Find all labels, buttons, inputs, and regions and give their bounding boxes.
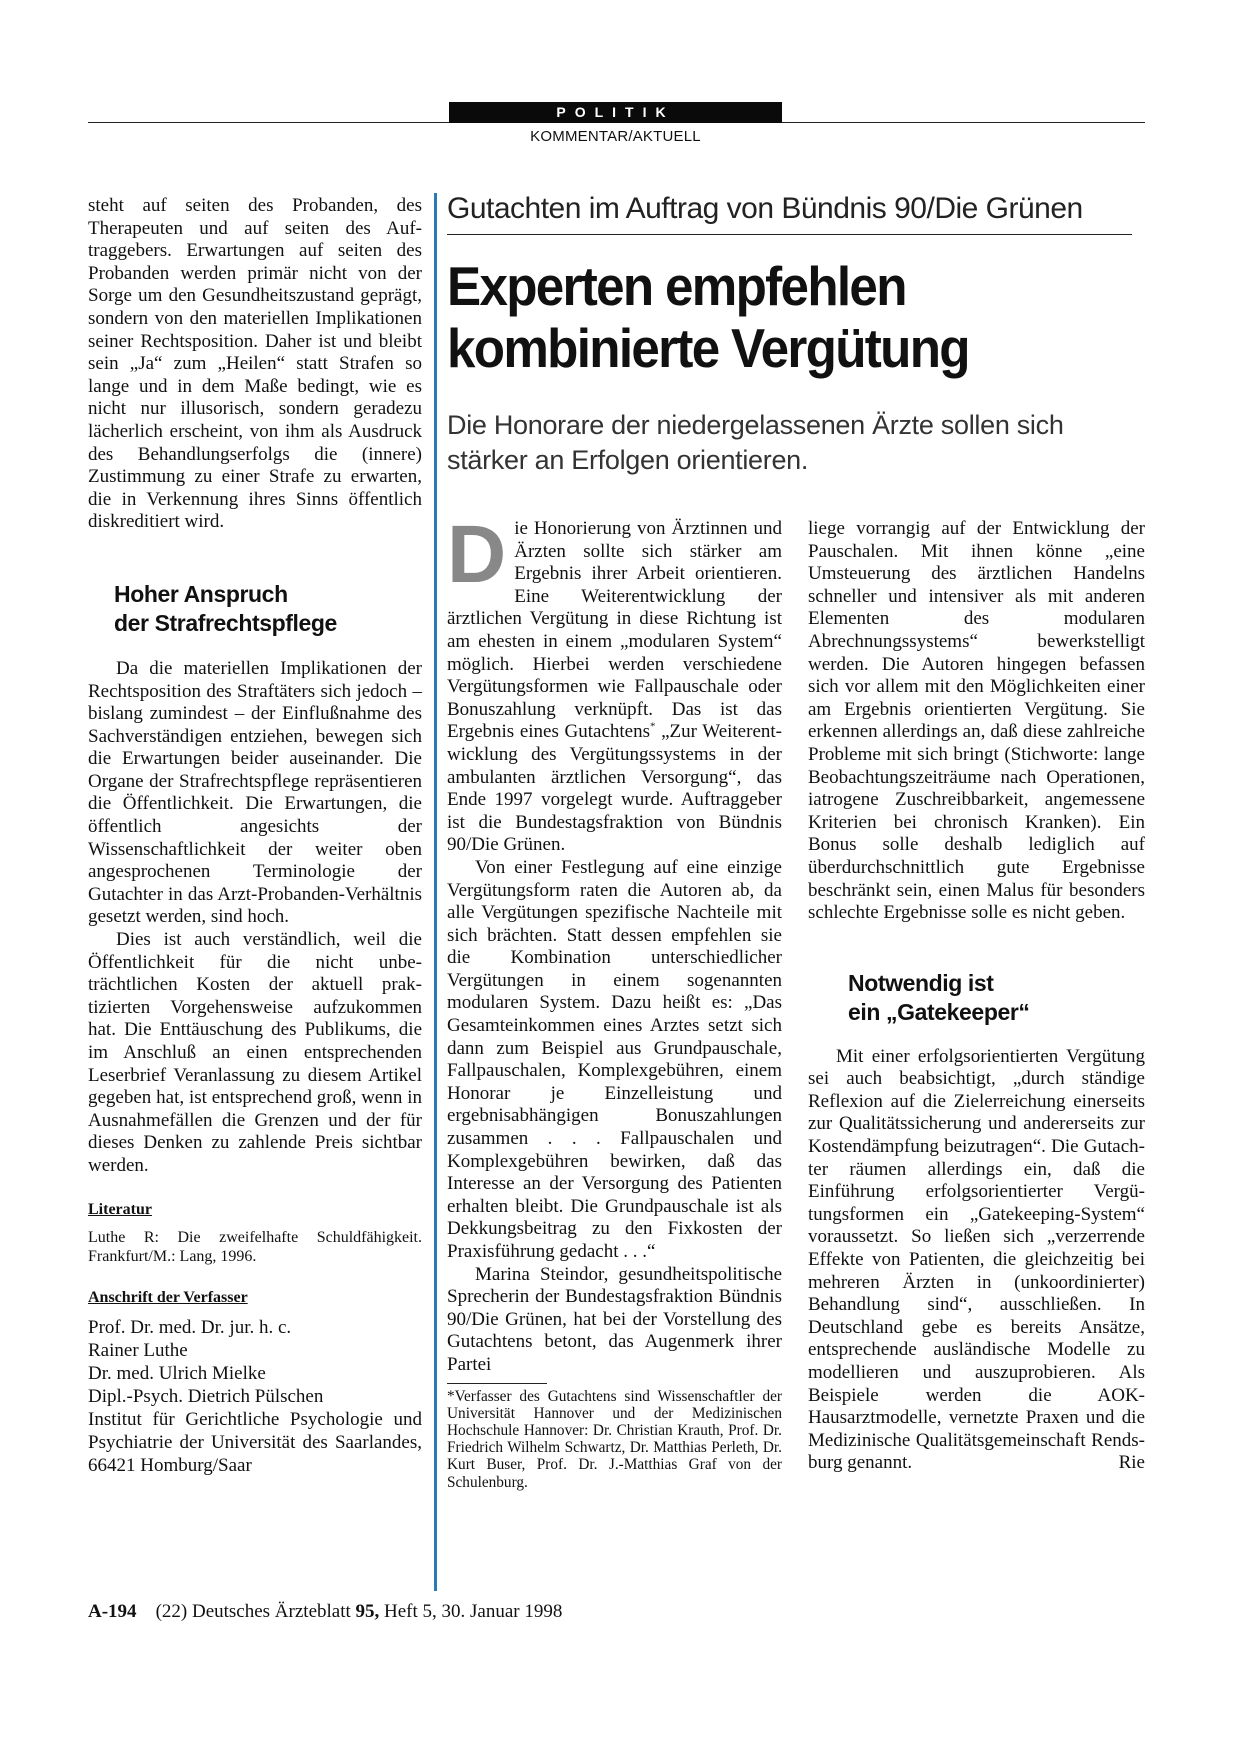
right-column	[808, 518, 1145, 1475]
left-paragraph-1: steht auf seiten des Probanden, des Therapeuten und auf seiten des Auftraggebers. Erwartungen auf seiten des Probanden werden primär nicht von der Sorge um den Gesundheitszustand geprägt, sondern von den materiellen Implikationen seiner Rechtsposition. Daher ist und bleibt sein „Ja“ zum „Heilen“ statt Strafen so lange und in dem Maße bedingt, wie es nicht nur illusorisch, sondern geradezu lächerlich erscheint, von ihm als Ausdruck des Behandlungserfolgs die (innere) Zustimmung zu einer Strafe zu erwarten, die in Verkennung ihres Sinns öffentlich diskreditiert wird.	[88, 195, 422, 533]
left-subhead-line-1: Hoher Anspruch	[114, 580, 288, 607]
left-column	[88, 195, 422, 1477]
middle-paragraph-1	[447, 509, 782, 857]
middle-paragraph-3: Marina Steindor, gesundheitspolitische Sprecherin der Bundestagsfraktion Bündnis 90/Die Grünen, hat bei der Vorstellung des Gutachtens betont, das Augenmerk ihrer Partei	[447, 1263, 782, 1375]
author-signature: Rie	[1118, 1452, 1145, 1474]
headline-line-2: kombinierte Vergütung	[447, 317, 969, 379]
kicker-rule	[447, 234, 1132, 235]
middle-paragraph-1b: „Zur Weiterentwicklung des Vergütungssystems in der ambulanten ärztlichen Versorgung“, das Ende 1997 vorgelegt wurde. Auftraggeber ist die Bundestagsfraktion von Bündnis 90/Die Grünen.	[447, 721, 782, 856]
left-paragraph-2: Da die materiellen Implikationen der Rechtsposition des Straftäters sich jedoch – bislang zumindest – der Einflußnahme des Sachverständigen entziehen, bewegen sich die Erwartungen beider auseinander. Die Organe der Strafrechtspflege repräsentieren die Öffentlichkeit. Die Erwartungen, die öffentlich angesichts der Wissenschaftlichkeit der weiter oben angesprochenen Terminologie der Gutachter in das Arzt-Probanden-Verhältnis gesetzt werden, sind hoch.	[88, 657, 422, 928]
section-label: POLITIK	[449, 102, 782, 123]
article-deck: Die Honorare der niedergelassenen Ärzte sollen sich stärker an Erfolgen orientieren.	[447, 410, 1064, 475]
left-subhead-line-2: der Strafrechtspflege	[114, 609, 337, 636]
left-subhead	[114, 580, 422, 638]
right-subhead	[848, 969, 1145, 1027]
subsection-label: KOMMENTAR/AKTUELL	[530, 128, 701, 145]
journal-issue-pre: (22) Deutsches Ärzteblatt	[155, 1601, 351, 1622]
article-kicker: Gutachten im Auftrag von Bündnis 90/Die Grünen	[447, 192, 1083, 225]
right-paragraph-2-text: Mit einer erfolgsorientierten Vergütung sei auch beabsichtigt, „durch ständige Reflexion auf die Zielerreichung einerseits zur Qualitätssicherung und andererseits zur Kostendämpfung beizutragen“. Die Gutachter räumen allerdings ein, daß die Einführung erfolgsorientierter Vergütungsformen ein „Gatekeeping-System“ voraussetzt. So ließen sich „verzerrende Effekte von Patienten, die gleichzeitig bei mehreren Ärzten in (unkoordinierter) Behandlung sind“, ausschließen. In Deutschland gebe es bereits Ansätze, entsprechende ausländische Modelle zu modellieren und auszuprobieren. Als Beispiele werden die AOK-Hausarztmodelle, vernetzte Praxen und die Medizinische Qualitätsgemeinschaft Rendsburg genannt.	[808, 1045, 1145, 1474]
right-subhead-line-2: ein „Gatekeeper“	[848, 998, 1030, 1025]
left-paragraph-3: Dies ist auch verständlich, weil die Öffentlichkeit für die nicht unbeträchtlichen Kosten der aktuell praktizierten Vorgehensweise aufzukommen hat. Die Enttäuschung des Publikums, die im Anschluß an einen entsprechenden Leserbrief Veranlassung zu diesem Artikel gegeben hat, ist entsprechend groß, wenn in Ausnahmefällen die Grenzen und der für dieses Denken zu zahlende Preis sichtbar werden.	[88, 929, 422, 1176]
headline-line-1: Experten empfehlen	[447, 255, 906, 317]
literature-heading: Literatur	[88, 1200, 152, 1218]
right-subhead-line-1: Notwendig ist	[848, 969, 994, 996]
middle-paragraph-1a: ie Honorierung von Ärztinnen und Ärzten sollte sich stärker am Ergebnis ihrer Arbeit orientieren. Eine Weiterentwicklung der ärztlichen Vergütung in diese Richtung ist am ehesten in einem „modularen System“ möglich. Hierbei werden verschiedene Vergütungsformen wie Fallpauschale oder Bonuszahlung verknüpft. Das ist das Ergebnis eines Gutachtens	[447, 518, 782, 743]
footnote: *Verfasser des Gutachtens sind Wissenschaftler der Universität Hannover und der Medizinischen Hochschule Hannover: Dr. Christian Krauth, Prof. Dr. Friedrich Wilhelm Schwartz, Dr. Matthias Perleth, Dr. Kurt Buser, Prof. Dr. J.-Matthias Graf von der Schulenburg.	[447, 1387, 782, 1491]
right-paragraph-1: liege vorrangig auf der Entwicklung der Pauschalen. Mit ihnen könne „eine Umsteuerung des ärztlichen Handelns schneller und intensiver als mit anderen Elementen des modularen Abrechnungssystems“ bewerkstelligt werden. Die Autoren hingegen befassen sich vor allem mit den Möglichkeiten einer am Ergebnis orientierten Vergütung. Sie erkennen allerdings an, daß diese zahlreiche Probleme mit sich bringt (Stichworte: lange Beobachtungszeiträume nach Operationen, iatrogene Zuschreibbarkeit, angemessene Kriterien bei chronisch Kranken). Ein Bonus solle deshalb lediglich auf überdurchschnittlich gute Ergebnisse beschränkt sein, einen Malus für besonders schlechte Ergebnisse solle es nicht geben.	[808, 518, 1145, 924]
address-line-1: Prof. Dr. med. Dr. jur. h. c.	[88, 1316, 292, 1338]
middle-column	[447, 509, 782, 1491]
right-paragraph-2	[808, 1046, 1145, 1475]
address-line-5: Institut für Gerichtliche Psychologie und Psychiatrie der Universität des Saarlandes, 66421 Homburg/Saar	[88, 1408, 422, 1476]
drop-cap: D	[447, 509, 507, 600]
page-number: A-194	[88, 1601, 137, 1622]
address-heading: Anschrift der Verfasser	[88, 1288, 248, 1306]
address-line-2: Rainer Luthe	[88, 1339, 188, 1361]
literature-entry: Luthe R: Die zweifelhafte Schuldfähigkeit. Frankfurt/M.: Lang, 1996.	[88, 1228, 422, 1265]
journal-issue-post: Heft 5, 30. Januar 1998	[384, 1601, 563, 1622]
footnote-rule	[447, 1383, 547, 1384]
author-address	[88, 1316, 422, 1477]
column-divider	[434, 193, 437, 1591]
page-footer	[88, 1601, 562, 1623]
journal-volume: 95,	[355, 1601, 380, 1622]
footnote-marker: *	[649, 721, 656, 734]
article-headline	[447, 255, 1098, 379]
middle-paragraph-2: Von einer Festlegung auf eine einzige Vergütungsform raten die Autoren ab, da alle Vergütungen spezifische Nachteile mit sich brächten. Statt dessen empfehlen sie die Kombination unterschiedlicher Vergütungen in einem sogenannten modularen System. Dazu heißt es: „Das Gesamteinkommen eines Arztes setzt sich dann zum Beispiel aus Grundpauschale, Fallpauschalen, Komplexgebühren, einem Honorar je Einzelleistung und ergebnisabhängigen Bonuszahlungen zusammen . . . Fallpauschalen und Komplexgebühren bewirken, daß das Interesse an der Versorgung des Patienten erhalten bleibt. Die Grundpauschale ist als Dekkungsbeitrag zu den Fixkosten der Praxisführung gedacht . . .“	[447, 856, 782, 1262]
address-line-3: Dr. med. Ulrich Mielke	[88, 1362, 266, 1384]
address-line-4: Dipl.-Psych. Dietrich Pülschen	[88, 1385, 324, 1407]
